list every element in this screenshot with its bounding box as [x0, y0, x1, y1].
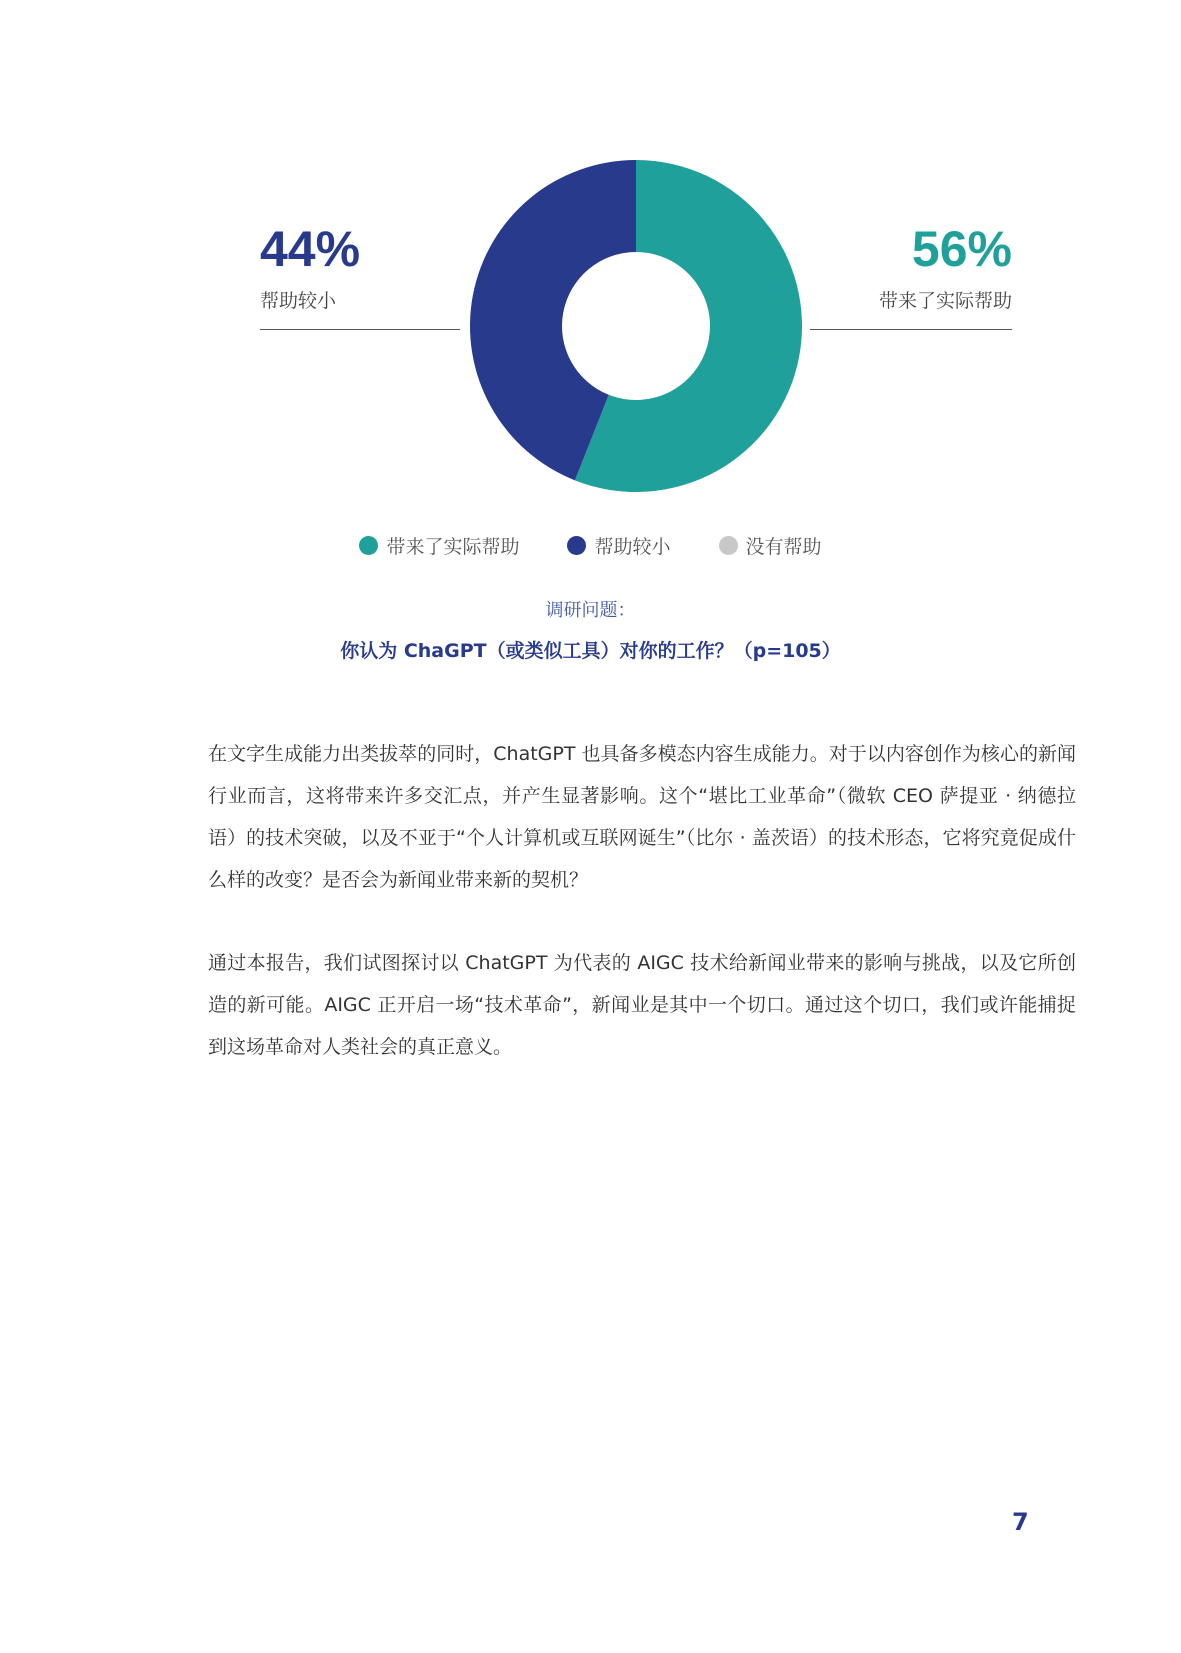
callout-right-label: 带来了实际帮助 [878, 290, 1012, 312]
callout-right [810, 221, 1012, 330]
callout-left [260, 221, 460, 330]
chart-legend [0, 532, 1181, 559]
callout-left-rule [260, 329, 460, 330]
legend-swatch-little-help [567, 536, 586, 555]
donut-chart-section [0, 0, 1181, 700]
callout-right-rule [810, 329, 1012, 330]
legend-label-helpful: 带来了实际帮助 [386, 536, 520, 558]
legend-label-little-help: 帮助较小 [594, 536, 671, 558]
legend-swatch-no-help [719, 536, 738, 555]
legend-swatch-helpful [359, 536, 378, 555]
body-paragraph: 通过本报告，我们试图探讨以 ChatGPT 为代表的 AIGC 技术给新闻业带来的影响与挑战，以及它所创造的新可能。AIGC 正开启一场“技术革命”，新闻业是其中一个切口。通过这个切口，我们或许能捕捉到这场革命对人类社会的真正意义。 [208, 952, 1076, 1058]
survey-question-text: 你认为 ChaGPT（或类似工具）对你的工作？（p=105） [340, 640, 841, 662]
donut-chart [468, 158, 804, 494]
legend-item-helpful [359, 532, 519, 559]
legend-label-no-help: 没有帮助 [745, 536, 822, 558]
callout-left-label: 帮助较小 [260, 290, 337, 312]
legend-item-little-help [567, 532, 670, 559]
callout-left-percentage: 44% [260, 221, 361, 277]
body-paragraph: 在文字生成能力出类拔萃的同时，ChatGPT 也具备多模态内容生成能力。对于以内容创作为核心的新闻行业而言，这将带来许多交汇点，并产生显著影响。这个“堪比工业革命”（微软 CEO 萨提亚 · 纳德拉语）的技术突破，以及不亚于“个人计算机或互联网诞生”（比尔 · 盖茨语）的技术形态，它将究竟促成什么样的改变？是否会为新闻业带来新的契机？ [208, 743, 1076, 891]
survey-question-label: 调研问题： [545, 600, 636, 621]
callout-right-percentage: 56% [911, 221, 1012, 277]
legend-item-no-help [719, 532, 822, 559]
page-number: 7 [1012, 1508, 1029, 1536]
